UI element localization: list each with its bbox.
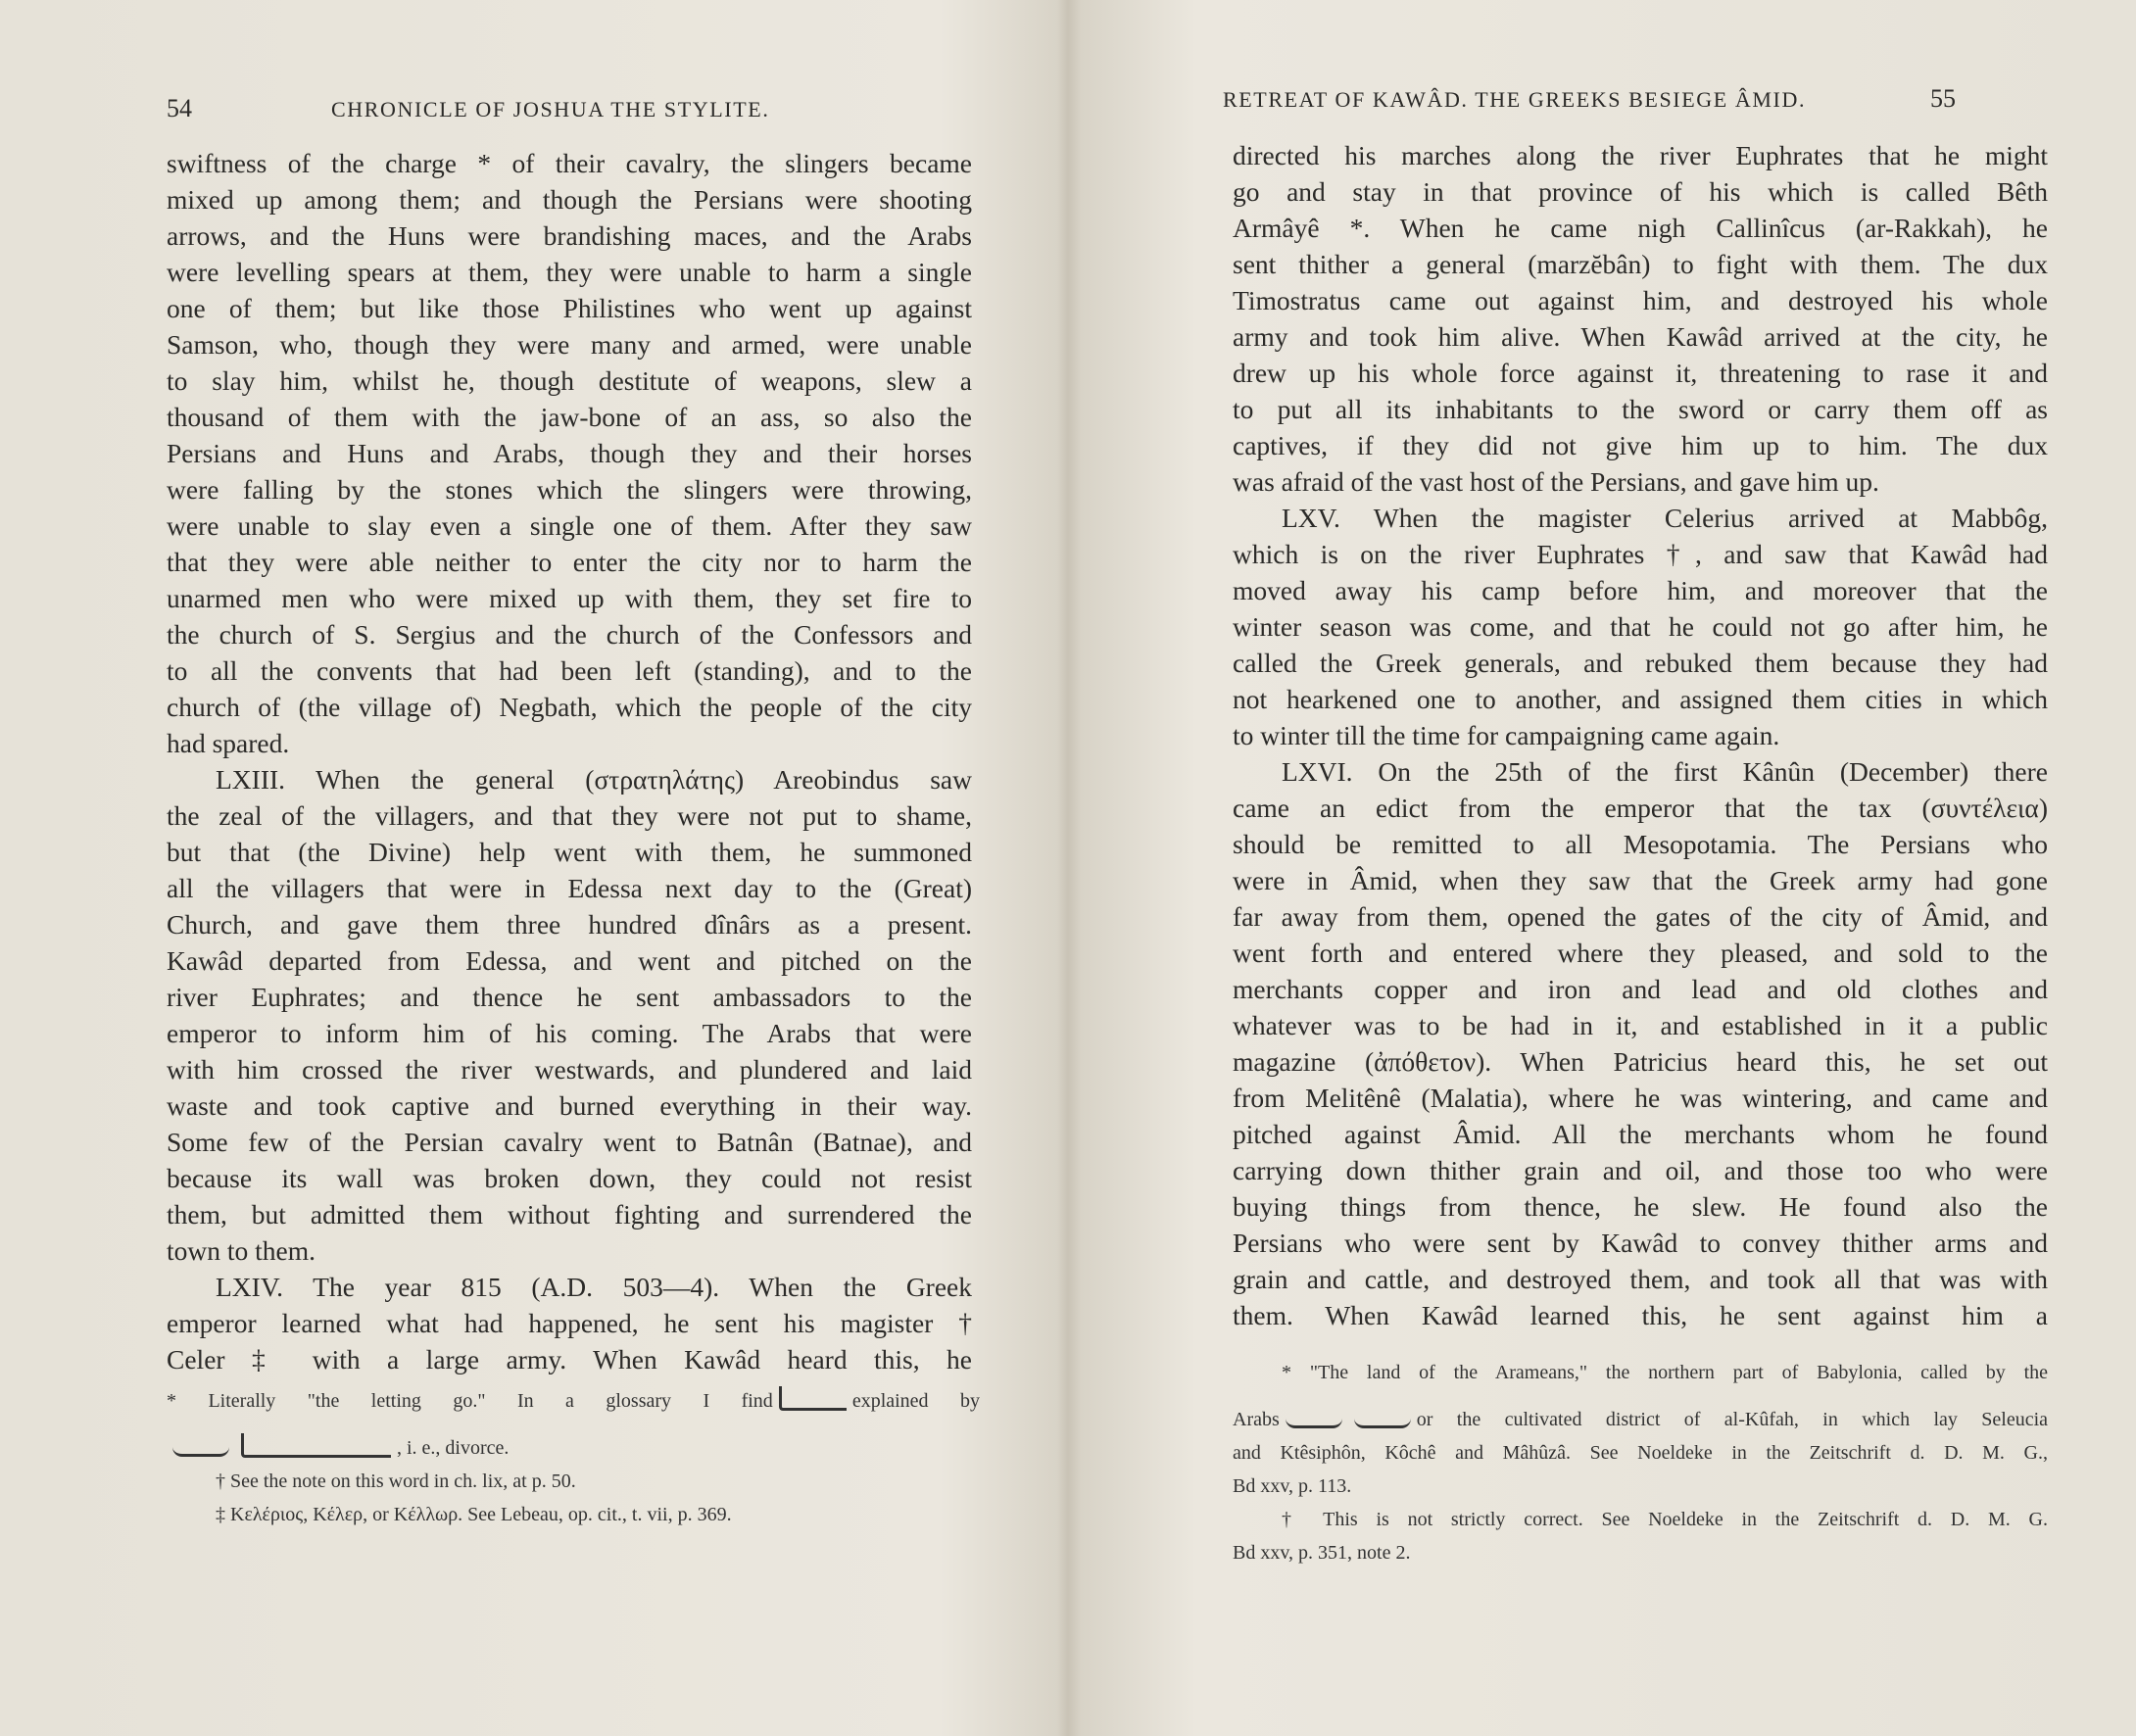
text-line: carrying down thither grain and oil, and those too who were bbox=[1233, 1155, 2048, 1185]
footnote-line: * "The land of the Arameans," the northern part of Babylonia, called by the bbox=[1282, 1362, 2048, 1383]
footnote-dagger: † This is not strictly correct. See Noeldeke in the Zeitschrift d. D. M. G. bbox=[1282, 1509, 2048, 1530]
arabic-word-glyph bbox=[172, 1434, 229, 1457]
text-line: to put all its inhabitants to the sword or carry them off as bbox=[1233, 394, 2048, 424]
footnote-line: Arabs or the cultivated district of al-Kûfah, in which lay Seleucia bbox=[1233, 1403, 2048, 1436]
text-line: sent thither a general (marzĕbân) to fight with them. The dux bbox=[1233, 249, 2048, 279]
text-line: grain and cattle, and destroyed them, and took all that was with bbox=[1233, 1264, 2048, 1294]
text-line: merchants copper and iron and lead and old clothes and bbox=[1233, 974, 2048, 1004]
text-line: not hearkened one to another, and assigned them cities in which bbox=[1233, 684, 2048, 714]
text-line: Some few of the Persian cavalry went to Batnân (Batnae), and bbox=[167, 1127, 972, 1157]
text-line: arrows, and the Huns were brandishing maces, and the Arabs bbox=[167, 220, 972, 251]
text-line: was afraid of the vast host of the Persians, and gave him up. bbox=[1233, 466, 1879, 497]
text-line: were in Âmid, when they saw that the Greek army had gone bbox=[1233, 865, 2048, 895]
text-line: pitched against Âmid. All the merchants whom he found bbox=[1233, 1119, 2048, 1149]
text-line: were levelling spears at them, they were unable to harm a single bbox=[167, 257, 972, 287]
text-line: Church, and gave them three hundred dînârs as a present. bbox=[167, 909, 972, 940]
text-line: which is on the river Euphrates †, and saw that Kawâd had bbox=[1233, 539, 2048, 569]
text-line: all the villagers that were in Edessa next day to the (Great) bbox=[167, 873, 972, 903]
text-line: magazine (ἀπόθετον). When Patricius heard this, he set out bbox=[1233, 1046, 2048, 1077]
text-line: the zeal of the villagers, and that they were not put to shame, bbox=[167, 800, 972, 831]
body-text bbox=[1233, 137, 2048, 1333]
text-line: with him crossed the river westwards, and plundered and laid bbox=[167, 1054, 972, 1085]
footnotes bbox=[1233, 1356, 2048, 1569]
text-line: Samson, who, though they were many and armed, were unable bbox=[167, 329, 972, 360]
text-line: that they were able neither to enter the city nor to harm the bbox=[167, 547, 972, 577]
text-line: one of them; but like those Philistines who went up against bbox=[167, 293, 972, 323]
text-line: called the Greek generals, and rebuked them because they had bbox=[1233, 648, 2048, 678]
text-line: waste and took captive and burned everything in their way. bbox=[167, 1090, 972, 1121]
body-text bbox=[167, 145, 972, 1377]
text-line: LXIV. The year 815 (A.D. 503—4). When the Greek bbox=[216, 1272, 972, 1302]
footnote-line: and Ktêsiphôn, Kôchê and Mâhûzâ. See Noeldeke in the Zeitschrift d. D. M. G., bbox=[1233, 1442, 2048, 1464]
text-line: Kawâd departed from Edessa, and went and pitched on the bbox=[167, 945, 972, 976]
syriac-word-glyph bbox=[779, 1386, 847, 1411]
text-line: emperor learned what had happened, he sent his magister † bbox=[167, 1308, 972, 1338]
text-line: should be remitted to all Mesopotamia. The Persians who bbox=[1233, 829, 2048, 859]
text-line: had spared. bbox=[167, 728, 290, 758]
text-line: were falling by the stones which the slingers were throwing, bbox=[167, 474, 972, 505]
text-line: thousand of them with the jaw-bone of an ass, so also the bbox=[167, 402, 972, 432]
text-line: Persians and Huns and Arabs, though they and their horses bbox=[167, 438, 972, 468]
text-line: whatever was to be had in it, and established in it a public bbox=[1233, 1010, 2048, 1040]
text-line: mixed up among them; and though the Persians were shooting bbox=[167, 184, 972, 215]
text-line: army and took him alive. When Kawâd arrived at the city, he bbox=[1233, 321, 2048, 352]
text-line: Armâyê *. When he came nigh Callinîcus (ar-Rakkah), he bbox=[1233, 213, 2048, 243]
text-line: captives, if they did not give him up to him. The dux bbox=[1233, 430, 2048, 460]
page-number: 54 bbox=[167, 94, 192, 122]
text-line: to all the convents that had been left (standing), and to the bbox=[167, 655, 972, 686]
text-line: them, but admitted them without fighting and surrendered the bbox=[167, 1199, 972, 1230]
text-line: emperor to inform him of his coming. The Arabs that were bbox=[167, 1018, 972, 1048]
text-line: go and stay in that province of his which is called Bêth bbox=[1233, 176, 2048, 207]
text-line: far away from them, opened the gates of the city of Âmid, and bbox=[1233, 901, 2048, 932]
text-line: them. When Kawâd learned this, he sent against him a bbox=[1233, 1300, 2048, 1330]
text-line: winter season was come, and that he could not go after him, he bbox=[1233, 611, 2048, 642]
text-line: but that (the Divine) help went with them, he summoned bbox=[167, 837, 972, 867]
text-line: river Euphrates; and thence he sent ambassadors to the bbox=[167, 982, 972, 1012]
running-head: RETREAT OF KAWÂD. THE GREEKS BESIEGE ÂMID. bbox=[1223, 87, 1807, 112]
footnote-line: Bd xxv, p. 351, note 2. bbox=[1233, 1542, 1411, 1564]
text-line: to winter till the time for campaigning came again. bbox=[1233, 720, 1780, 750]
footnote-line: , i. e., divorce. bbox=[167, 1431, 980, 1465]
running-head: CHRONICLE OF JOSHUA THE STYLITE. bbox=[331, 97, 770, 121]
text-line: came an edict from the emperor that the tax (συντέλεια) bbox=[1233, 793, 2048, 823]
arabic-word-glyph bbox=[1286, 1406, 1342, 1428]
text-line: LXVI. On the 25th of the first Kânûn (December) there bbox=[1282, 756, 2048, 787]
text-line: from Melitênê (Malatia), where he was wintering, and came and bbox=[1233, 1083, 2048, 1113]
text-line: LXIII. When the general (στρατηλάτης) Areobindus saw bbox=[216, 764, 972, 795]
footnote-double-dagger: ‡ Κελέριος, Κέλερ, or Κέλλωρ. See Lebeau, op. cit., t. vii, p. 369. bbox=[216, 1504, 732, 1525]
text-line: the church of S. Sergius and the church of the Confessors and bbox=[167, 619, 972, 650]
text-line: unarmed men who were mixed up with them, they set fire to bbox=[167, 583, 972, 613]
text-line: church of (the village of) Negbath, which the people of the city bbox=[167, 692, 972, 722]
text-line: Celer ‡ with a large army. When Kawâd heard this, he bbox=[167, 1344, 972, 1374]
text-line: moved away his camp before him, and moreover that the bbox=[1233, 575, 2048, 605]
footnote-line: * Literally "the letting go." In a glossary I find explained by bbox=[167, 1384, 980, 1418]
text-line: swiftness of the charge * of their cavalry, the slingers became bbox=[167, 148, 972, 178]
syriac-word-glyph bbox=[241, 1433, 391, 1458]
text-line: to slay him, whilst he, though destitute of weapons, slew a bbox=[167, 365, 972, 396]
text-line: directed his marches along the river Euphrates that he might bbox=[1233, 140, 2048, 170]
right-page bbox=[1068, 0, 2136, 1736]
text-line: buying things from thence, he slew. He found also the bbox=[1233, 1191, 2048, 1222]
text-line: LXV. When the magister Celerius arrived at Mabbôg, bbox=[1282, 503, 2048, 533]
text-line: were unable to slay even a single one of them. After they saw bbox=[167, 510, 972, 541]
arabic-word-glyph bbox=[1354, 1406, 1411, 1428]
text-line: Timostratus came out against him, and destroyed his whole bbox=[1233, 285, 2048, 315]
text-line: because its wall was broken down, they could not resist bbox=[167, 1163, 972, 1193]
text-line: Persians who were sent by Kawâd to convey thither arms and bbox=[1233, 1228, 2048, 1258]
text-line: drew up his whole force against it, threatening to rase it and bbox=[1233, 358, 2048, 388]
page-number: 55 bbox=[1930, 84, 1956, 113]
footnote-line: Bd xxv, p. 113. bbox=[1233, 1475, 1352, 1497]
footnotes bbox=[167, 1384, 980, 1531]
text-line: went forth and entered where they pleased, and sold to the bbox=[1233, 938, 2048, 968]
text-line: town to them. bbox=[167, 1235, 316, 1266]
footnote-dagger: † See the note on this word in ch. lix, at p. 50. bbox=[216, 1471, 576, 1492]
